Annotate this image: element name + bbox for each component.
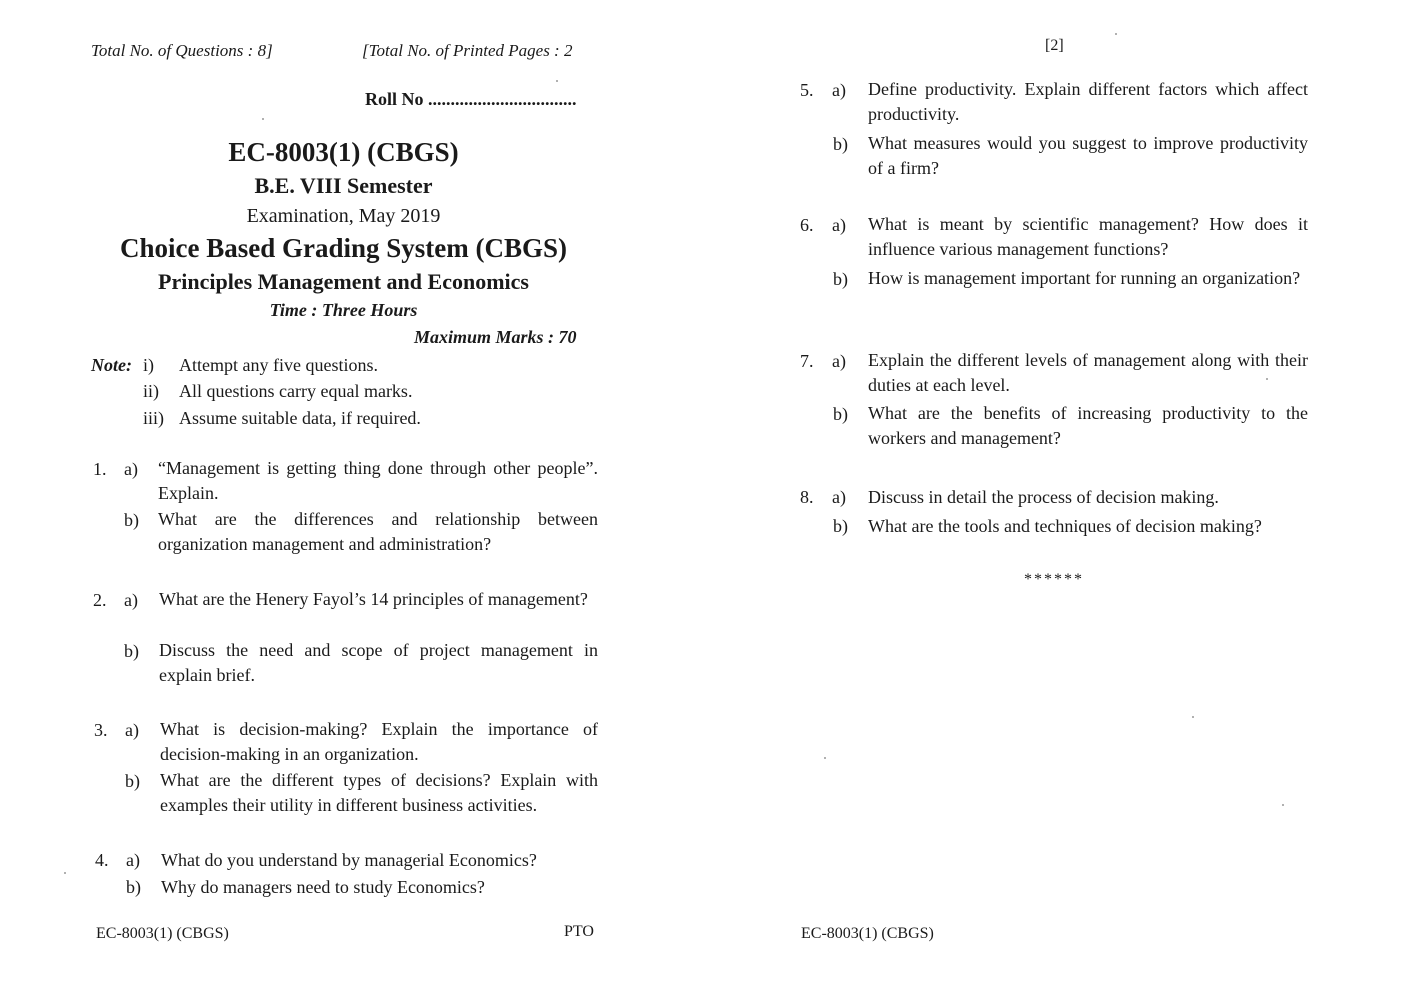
question-part-label: b)	[124, 641, 139, 661]
question-text: Discuss in detail the process of decision making.	[868, 487, 1219, 507]
question-text: Discuss the need and scope of project management in explain brief.	[159, 640, 598, 685]
question-part-label: b)	[833, 404, 848, 424]
question-part-label: a)	[124, 459, 138, 479]
total-questions-header: Total No. of Questions : 8]	[91, 41, 273, 60]
page-number: [2]	[1045, 37, 1064, 54]
question-part-label: b)	[125, 771, 140, 791]
examination-line: Examination, May 2019	[246, 205, 441, 227]
page-two	[704, 0, 1404, 992]
question-text: What are the Henery Fayol’s 14 principles of management?	[159, 589, 588, 609]
question-number: 3.	[94, 720, 108, 740]
note-item-number: iii)	[143, 408, 164, 428]
question-part-label: b)	[126, 877, 141, 897]
question-number: 2.	[93, 590, 107, 610]
question-text: What measures would you suggest to improve productivity of a firm?	[868, 133, 1308, 178]
question-number: 4.	[95, 850, 109, 870]
question-text: What is meant by scientific management? How does it influence various management functions?	[868, 214, 1308, 259]
question-part-label: a)	[832, 215, 846, 235]
question-text: What do you understand by managerial Economics?	[161, 850, 537, 870]
scan-speck	[262, 118, 264, 120]
footer-paper-code: EC-8003(1) (CBGS)	[801, 925, 934, 942]
question-number: 5.	[800, 80, 814, 100]
note-item-number: ii)	[143, 381, 159, 401]
scan-speck	[1266, 378, 1268, 380]
note-item-text: Assume suitable data, if required.	[179, 408, 421, 428]
question-text: What are the differences and relationship between organization management and administration?	[158, 509, 598, 554]
scan-speck	[64, 872, 66, 874]
roll-number-field: Roll No .................................	[365, 89, 577, 109]
page-one	[0, 0, 700, 992]
scan-speck	[1115, 33, 1117, 35]
semester-title: B.E. VIII Semester	[254, 173, 433, 198]
note-item-number: i)	[143, 355, 154, 375]
paper-code-title: EC-8003(1) (CBGS)	[228, 137, 459, 167]
question-text: “Management is getting thing done through other people”. Explain.	[158, 458, 598, 503]
scan-speck	[1282, 804, 1284, 806]
note-label: Note:	[91, 355, 132, 375]
question-text: How is management important for running an organization?	[868, 268, 1301, 288]
question-part-label: b)	[833, 269, 848, 289]
note-item	[143, 355, 378, 376]
question-part-label: a)	[125, 720, 139, 740]
question-text: What are the benefits of increasing productivity to the workers and management?	[868, 403, 1308, 448]
note-item-text: Attempt any five questions.	[179, 355, 378, 375]
question-text: What is decision-making? Explain the importance of decision-making in an organization.	[160, 719, 598, 764]
scan-speck	[1192, 716, 1194, 718]
question-part-label: b)	[124, 510, 139, 530]
question-text: Explain the different levels of management along with their duties at each level.	[868, 350, 1308, 395]
footer-paper-code: EC-8003(1) (CBGS)	[96, 925, 229, 942]
question-number: 6.	[800, 215, 814, 235]
question-number: 1.	[93, 459, 107, 479]
scan-speck	[556, 80, 558, 82]
end-of-paper-marker: ******	[1024, 571, 1084, 588]
question-part-label: a)	[832, 351, 846, 371]
question-text: Why do managers need to study Economics?	[161, 877, 485, 897]
question-text: What are the different types of decisions? Explain with examples their utility in different business activities.	[160, 770, 598, 815]
question-text: What are the tools and techniques of decision making?	[868, 516, 1262, 536]
time-allowed: Time : Three Hours	[269, 300, 418, 320]
question-part-label: a)	[124, 590, 138, 610]
subject-title: Principles Management and Economics	[158, 269, 529, 294]
question-part-label: b)	[833, 516, 848, 536]
question-part-label: b)	[833, 134, 848, 154]
total-pages-header: [Total No. of Printed Pages : 2	[362, 41, 573, 60]
footer-pto: PTO	[564, 923, 594, 940]
scan-speck	[824, 757, 826, 759]
question-part-label: a)	[126, 850, 140, 870]
question-number: 7.	[800, 351, 814, 371]
question-part-label: a)	[832, 80, 846, 100]
maximum-marks: Maximum Marks : 70	[414, 327, 577, 347]
note-item-text: All questions carry equal marks.	[179, 381, 413, 401]
question-part-label: a)	[832, 487, 846, 507]
question-text: Define productivity. Explain different factors which affect productivity.	[868, 79, 1308, 124]
note-item	[143, 408, 421, 429]
question-number: 8.	[800, 487, 814, 507]
note-item	[143, 381, 412, 402]
grading-system-title: Choice Based Grading System (CBGS)	[119, 233, 568, 263]
